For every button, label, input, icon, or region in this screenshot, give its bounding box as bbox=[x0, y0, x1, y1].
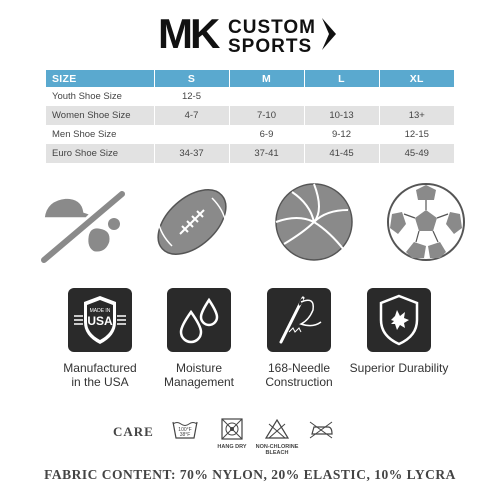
football-icon bbox=[150, 180, 234, 264]
feature-label-usa: Manufactured in the USA bbox=[63, 361, 137, 389]
badge-usa: USA bbox=[87, 314, 113, 328]
do-not-iron-icon bbox=[308, 418, 334, 440]
wash-temp-f: 100°F bbox=[178, 427, 192, 433]
shield-icon bbox=[367, 288, 431, 352]
moisture-badge bbox=[167, 288, 231, 352]
table-cell: 9-12 bbox=[304, 125, 379, 144]
made-in-usa-badge bbox=[68, 288, 132, 352]
table-cell: 13+ bbox=[379, 106, 454, 125]
table-cell: 12-15 bbox=[379, 125, 454, 144]
bleach-icon bbox=[265, 418, 289, 440]
header-xl: XL bbox=[379, 70, 454, 87]
badge-made-in: MADE IN bbox=[89, 308, 111, 314]
table-row bbox=[46, 87, 454, 106]
brand-logo bbox=[0, 10, 500, 54]
needle-badge bbox=[267, 288, 331, 352]
made-in-usa-icon bbox=[68, 288, 132, 352]
feature-label-durability: Superior Durability bbox=[349, 361, 449, 375]
table-row bbox=[46, 106, 454, 125]
table-row bbox=[46, 125, 454, 144]
table-row bbox=[46, 144, 454, 163]
table-cell bbox=[154, 125, 229, 144]
table-cell: 7-10 bbox=[229, 106, 304, 125]
feature-label-needle: 168-Needle Construction bbox=[265, 361, 333, 389]
table-cell: 10-13 bbox=[304, 106, 379, 125]
brand-line1: CUSTOM bbox=[228, 17, 316, 38]
brand-line2: SPORTS bbox=[228, 36, 313, 54]
feature-label-moisture: Moisture Management bbox=[163, 361, 235, 389]
durability-badge bbox=[367, 288, 431, 352]
header-m: M bbox=[229, 70, 304, 87]
table-cell: Men Shoe Size bbox=[52, 129, 117, 140]
fabric-content: FABRIC CONTENT: 70% NYLON, 20% ELASTIC, 10% LYCRA bbox=[44, 467, 456, 482]
table-cell: 41-45 bbox=[304, 144, 379, 163]
soccer-ball-icon bbox=[384, 180, 468, 264]
table-cell: Youth Shoe Size bbox=[52, 91, 122, 102]
table-cell: 45-49 bbox=[379, 144, 454, 163]
non-chlorine-label: NON-CHLORINE BLEACH bbox=[255, 444, 299, 456]
brand-arrow-icon bbox=[322, 18, 336, 50]
table-cell: 6-9 bbox=[229, 125, 304, 144]
header-s: S bbox=[154, 70, 229, 87]
table-cell bbox=[304, 87, 379, 106]
table-cell: 4-7 bbox=[154, 106, 229, 125]
needle-icon bbox=[267, 288, 331, 352]
table-cell: 37-41 bbox=[229, 144, 304, 163]
moisture-drops-icon bbox=[167, 288, 231, 352]
size-chart-table bbox=[46, 70, 454, 163]
header-size: SIZE bbox=[46, 70, 154, 87]
size-chart-header-row bbox=[46, 70, 454, 87]
table-cell: Euro Shoe Size bbox=[46, 144, 154, 163]
table-cell: 34-37 bbox=[154, 144, 229, 163]
hang-dry-label: HANG DRY bbox=[217, 444, 247, 450]
care-title: CARE bbox=[113, 424, 154, 439]
table-cell bbox=[229, 87, 304, 106]
table-cell: Women Shoe Size bbox=[46, 106, 154, 125]
baseball-icon bbox=[36, 180, 136, 264]
wash-tub-icon bbox=[172, 418, 198, 440]
table-cell: 12-5 bbox=[154, 87, 229, 106]
hang-dry-icon bbox=[221, 418, 243, 440]
brand-mark: MK bbox=[158, 10, 218, 54]
table-cell bbox=[379, 87, 454, 106]
wash-temp-c: 38°F bbox=[179, 432, 191, 438]
header-l: L bbox=[304, 70, 379, 87]
volleyball-icon bbox=[272, 180, 356, 264]
